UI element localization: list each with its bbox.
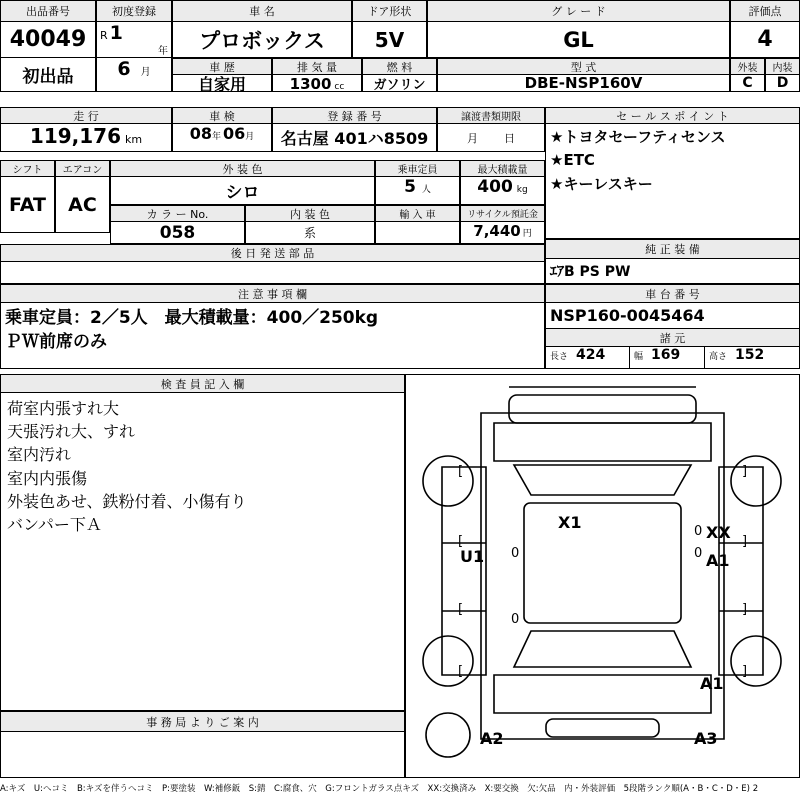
length-cell — [545, 347, 630, 369]
svg-text:0: 0 — [511, 612, 520, 627]
transfer-day-unit: 日 — [504, 131, 515, 145]
plate-label: 登 録 番 号 — [272, 107, 437, 124]
inspector-note-line: 外装色あせ、鉄粉付着、小傷有り — [7, 491, 247, 511]
notes-content — [0, 303, 545, 369]
recycle-fee-value-cell — [460, 222, 545, 244]
score-label: 評価点 — [730, 0, 800, 22]
max-load-unit: kg — [516, 185, 528, 195]
chassis-no-label: 車 台 番 号 — [545, 284, 800, 303]
type-value: DBE-NSP160V — [437, 75, 730, 92]
plate-value: 名古屋 401ハ8509 — [272, 124, 437, 152]
reg-year: 1 — [109, 22, 123, 44]
notes-label: 注 意 事 項 欄 — [0, 284, 545, 303]
shift-label: シフト — [0, 160, 55, 177]
chassis-no-value: NSP160-0045464 — [545, 303, 800, 329]
inspector-note-line: 室内汚れ — [7, 445, 72, 465]
first-time-badge: 初出品 — [0, 58, 96, 92]
svg-text:[: [ — [458, 602, 464, 617]
genuine-equipment-value: ｴｱB PS PW — [545, 259, 800, 284]
history-value: 自家用 — [172, 75, 272, 92]
grade-label: グ レ ー ド — [427, 0, 730, 22]
width-label: 幅 — [634, 352, 644, 362]
inspector-note-line: 天張汚れ大、すれ — [7, 422, 136, 442]
door-shape-label: ドア形状 — [352, 0, 427, 22]
inspection-year-unit: 年 — [211, 132, 221, 142]
door-shape-value: 5V — [352, 22, 427, 58]
svg-text:0: 0 — [694, 546, 703, 561]
svg-text:[: [ — [458, 664, 464, 679]
car-outline-svg — [406, 375, 799, 777]
color-no-value: 058 — [110, 222, 245, 244]
notes-line: ＰＷ前席のみ — [5, 331, 107, 352]
office-notice-label: 事 務 局 よ り ご 案 内 — [0, 711, 405, 732]
displacement-unit: cc — [334, 82, 345, 92]
recycle-fee-value: 7,440 — [473, 222, 521, 240]
seats-value: 5 — [404, 177, 416, 197]
ac-label: エアコン — [55, 160, 110, 177]
width-value: 169 — [651, 347, 681, 363]
reg-month-unit: 月 — [140, 67, 151, 78]
exterior-grade-value: C — [730, 75, 765, 92]
color-no-label: カ ラ ー No. — [110, 205, 245, 222]
import-value — [375, 222, 460, 244]
inspection-label: 車 検 — [172, 107, 272, 124]
exterior-color-label: 外 装 色 — [110, 160, 375, 177]
notes-line: 乗車定員：2／5人 最大積載量：400／250kg — [5, 308, 379, 328]
height-value: 152 — [735, 347, 765, 363]
height-label: 高さ — [709, 352, 728, 362]
recycle-fee-label: リサイクル預託金 — [460, 205, 545, 222]
fuel-value: ガソリン — [362, 75, 437, 92]
damage-mark: X1 — [558, 512, 582, 532]
inspection-month-unit: 月 — [245, 132, 255, 142]
svg-text:[: [ — [458, 464, 464, 479]
damage-mark: XX — [706, 522, 731, 542]
legend-footer: A:キズ U:へコミ B:キズを伴うへコミ P:要塗装 W:補修鈑 S:錆 C:腐食、穴 G:フロントガラス点キズ XX:交換済み X:要交換 欠:欠品 内・外装評価 5段階ランク順(A・B・C・D・E) 2 — [0, 784, 759, 794]
exterior-grade-label: 外装 — [730, 58, 765, 75]
svg-text:[: [ — [458, 534, 464, 549]
seats-value-cell — [375, 177, 460, 205]
displacement-label: 排 気 量 — [272, 58, 362, 75]
max-load-value: 400 — [477, 177, 513, 197]
length-value: 424 — [576, 347, 606, 363]
svg-text:]: ] — [742, 464, 748, 479]
inspection-month: 06 — [223, 124, 246, 143]
reg-year-unit: 年 — [158, 46, 168, 57]
reg-era: R — [100, 29, 108, 42]
ac-value: AC — [55, 177, 110, 233]
mileage-label: 走 行 — [0, 107, 172, 124]
inspector-notes-label: 検 査 員 記 入 欄 — [0, 374, 405, 393]
grade-value: GL — [427, 22, 730, 58]
reg-month: 6 — [117, 58, 131, 80]
sales-point-item: ★キーレスキー — [550, 174, 653, 193]
interior-color-value: 系 — [245, 222, 375, 244]
car-damage-diagram — [405, 374, 800, 778]
length-label: 長さ — [550, 352, 569, 362]
later-parts-label: 後 日 発 送 部 品 — [0, 244, 545, 262]
spec-label: 諸 元 — [545, 329, 800, 347]
displacement-value: 1300 — [289, 75, 332, 93]
mileage-value-cell — [0, 124, 172, 152]
damage-mark: A1 — [706, 550, 730, 570]
damage-mark: U1 — [460, 546, 485, 566]
displacement-value-cell — [272, 75, 362, 92]
lot-no-value: 40049 — [0, 22, 96, 58]
recycle-fee-unit: 円 — [522, 229, 532, 239]
model-label: 車 名 — [172, 0, 352, 22]
max-load-value-cell — [460, 177, 545, 205]
transfer-deadline-label: 譲渡書類期限 — [437, 107, 545, 124]
exterior-color-value: シロ — [110, 177, 375, 205]
damage-mark: A3 — [694, 728, 718, 748]
sales-point-item: ★ETC — [550, 151, 595, 170]
transfer-month-unit: 月 — [467, 131, 478, 145]
seats-label: 乗車定員 — [375, 160, 460, 177]
seats-unit: 人 — [421, 185, 431, 195]
sales-points-list — [545, 124, 800, 239]
transfer-deadline-value — [437, 124, 545, 152]
svg-text:]: ] — [742, 664, 748, 679]
svg-text:0: 0 — [694, 524, 703, 539]
width-cell — [630, 347, 705, 369]
svg-text:0: 0 — [511, 546, 520, 561]
shift-value: FAT — [0, 177, 55, 233]
inspector-note-line: 荷室内張すれ大 — [7, 399, 120, 418]
first-registration-year — [96, 22, 172, 58]
later-parts-value — [0, 262, 545, 284]
first-registration-month — [96, 58, 172, 92]
damage-mark: A1 — [700, 673, 724, 693]
import-label: 輸 入 車 — [375, 205, 460, 222]
damage-mark: A2 — [480, 728, 504, 748]
sales-point-item: ★トヨタセーフティセンス — [550, 128, 726, 146]
mileage-value: 119,176 — [29, 124, 121, 148]
interior-grade-label: 内装 — [765, 58, 800, 75]
height-cell — [705, 347, 800, 369]
type-label: 型 式 — [437, 58, 730, 75]
score-value: 4 — [730, 22, 800, 58]
history-label: 車 歴 — [172, 58, 272, 75]
lot-no-label: 出品番号 — [0, 0, 96, 22]
inspector-note-line: 室内内張傷 — [7, 468, 88, 488]
max-load-label: 最大積載量 — [460, 160, 545, 177]
svg-text:]: ] — [742, 602, 748, 617]
interior-grade-value: D — [765, 75, 800, 92]
model-value: プロボックス — [172, 22, 352, 58]
sales-points-label: セ ー ル ス ポ イ ン ト — [545, 107, 800, 124]
inspector-notes-content — [0, 393, 405, 711]
genuine-equipment-label: 純 正 装 備 — [545, 239, 800, 259]
interior-color-label: 内 装 色 — [245, 205, 375, 222]
svg-text:]: ] — [742, 534, 748, 549]
mileage-unit: km — [125, 133, 143, 146]
inspector-note-line: バンパー下Ａ — [7, 514, 102, 534]
office-notice-content — [0, 732, 405, 778]
first-registration-label: 初度登録 — [96, 0, 172, 22]
inspection-value-cell — [172, 124, 272, 152]
fuel-label: 燃 料 — [362, 58, 437, 75]
inspection-year: 08 — [189, 124, 212, 143]
